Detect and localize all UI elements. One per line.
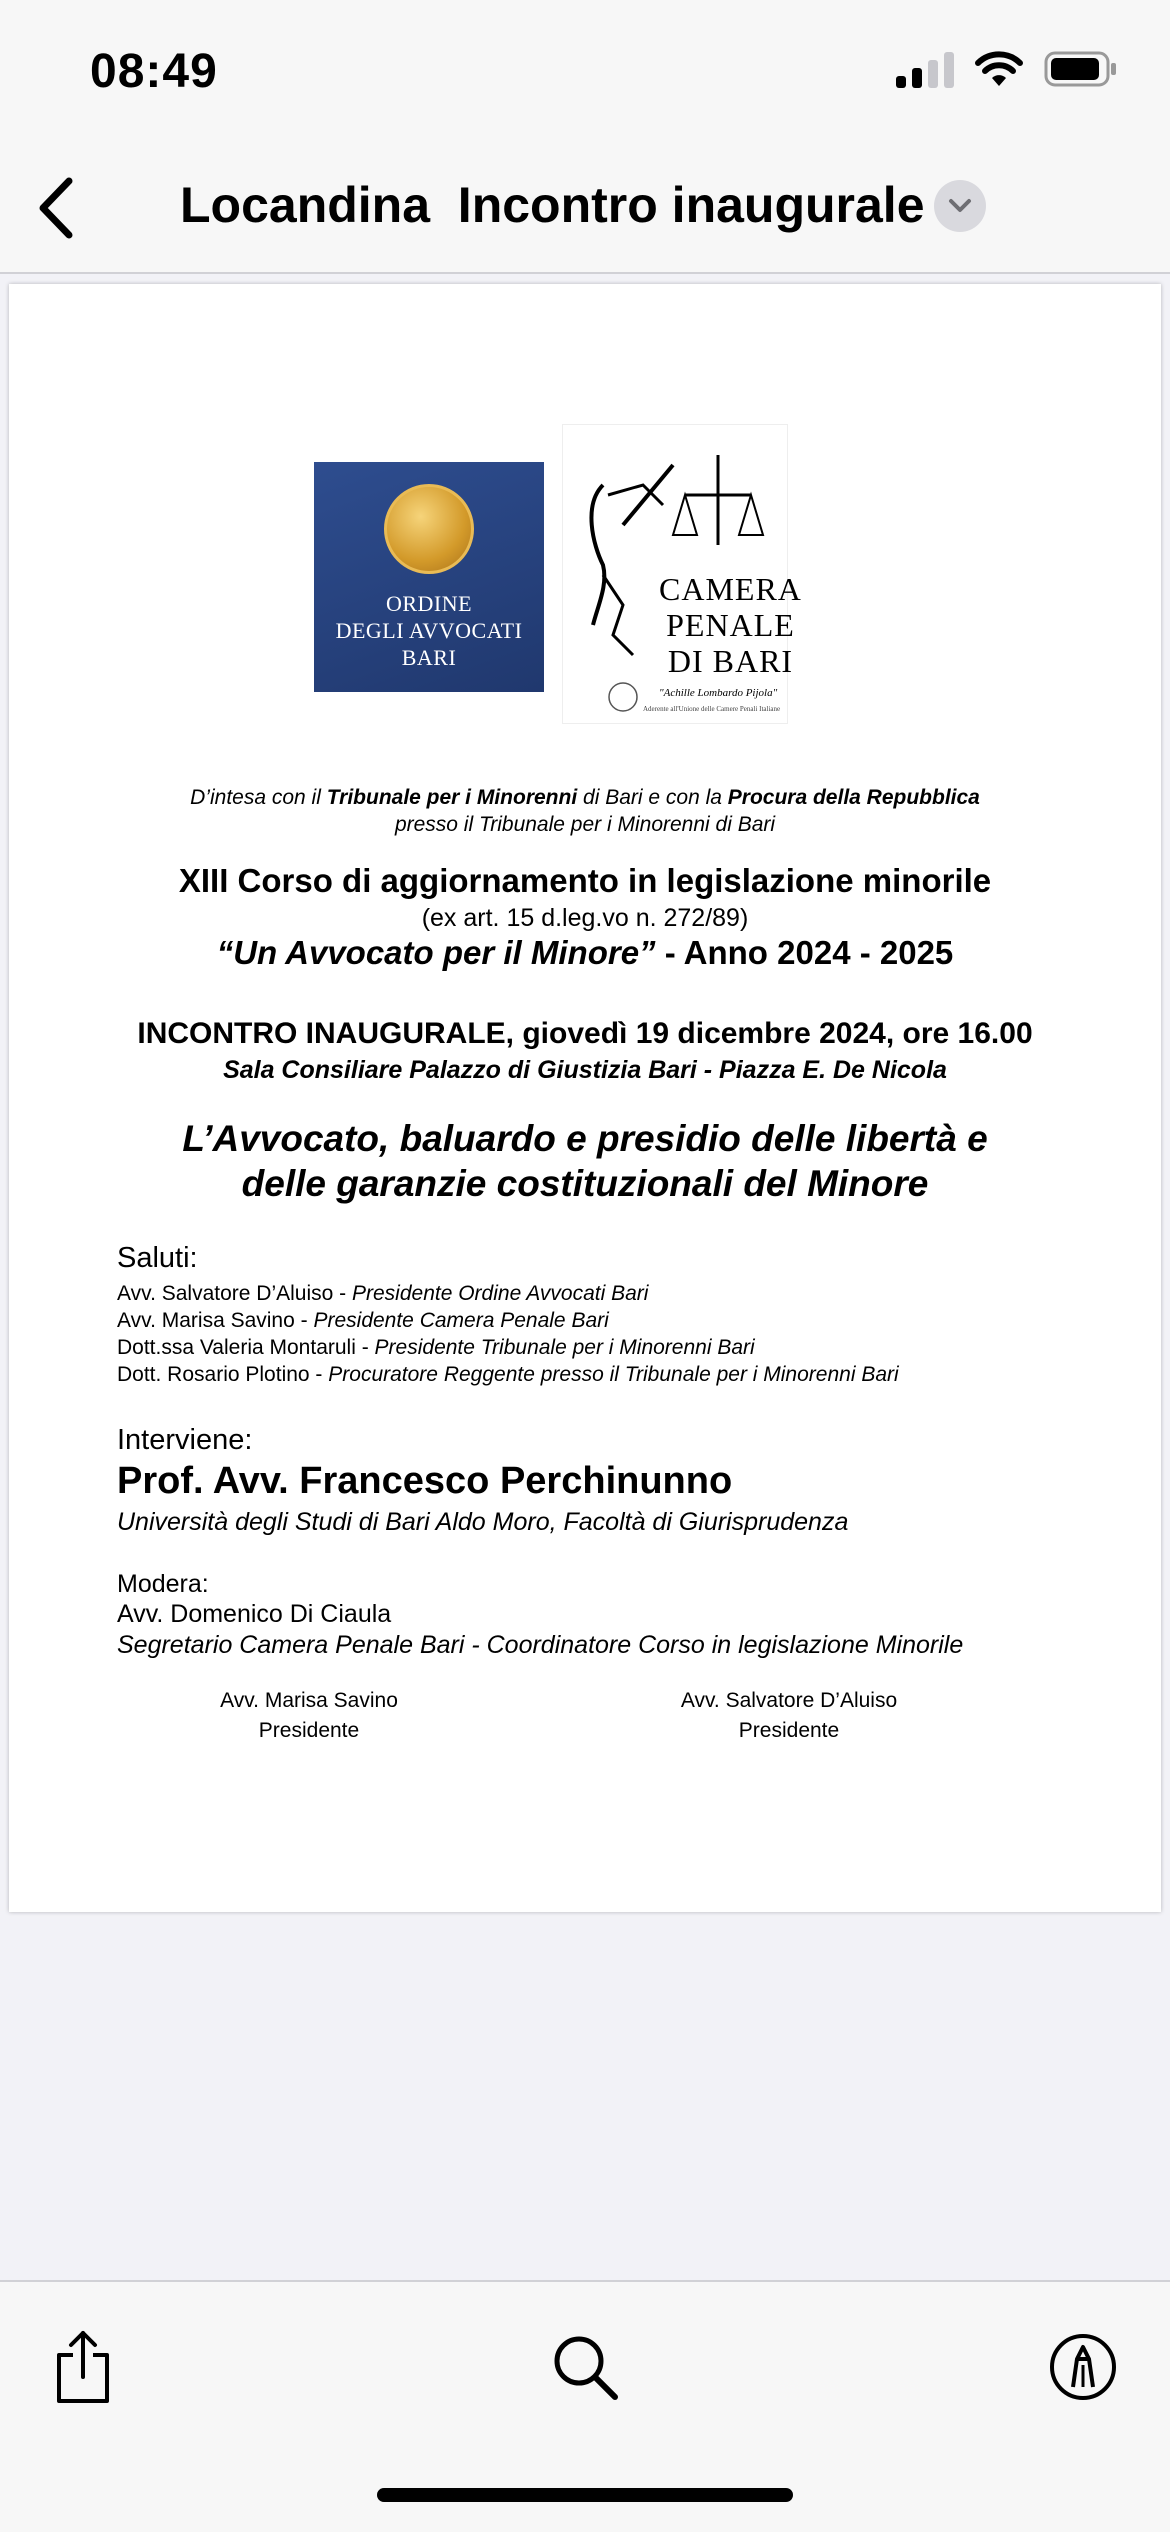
battery-icon [1044,50,1118,88]
legal-reference: (ex art. 15 d.leg.vo n. 272/89) [421,904,749,932]
logo-right-subtitle: "Achille Lombardo Pijola" [659,687,778,699]
ordine-avvocati-logo [314,462,544,692]
title-menu-button[interactable] [934,180,986,232]
logo-left-line2: DEGLI AVVOCATI [335,618,523,643]
event-title: L’Avvocato, baluardo e presidio delle libertà e delle garanzie costituzionali del Minore [182,1118,988,1204]
share-button[interactable] [38,2322,128,2412]
signature-left: Avv. Marisa Savino Presidente [220,1689,398,1742]
status-icons [896,50,1118,88]
logo-right-note: Aderente all'Unione delle Camere Penali Italiane [643,705,781,713]
moderator-name: Avv. Domenico Di Ciaula [117,1600,392,1628]
document-title[interactable]: Locandina Incontro inaugurale [180,177,925,233]
chevron-left-icon [35,177,75,239]
speaker-affiliation: Università degli Studi di Bari Aldo Moro, Facoltà di Giurisprudenza [117,1508,849,1536]
camera-penale-logo [562,424,802,724]
event-datetime: INCONTRO INAUGURALE, giovedì 19 dicembre 2024, ore 16.00 [137,1017,1033,1050]
home-indicator[interactable] [377,2488,793,2502]
document-page [9,284,1161,1912]
status-bar [0,0,1170,140]
logo-left-line1: ORDINE [385,591,473,616]
signature-right: Avv. Salvatore D’Aluiso Presidente [680,1689,898,1742]
event-location: Sala Consiliare Palazzo di Giustizia Bari - Piazza E. De Nicola [223,1056,947,1084]
logo-right-line1: CAMERA [659,571,802,607]
cellular-signal-icon [896,50,954,88]
list-item: Dott.ssa Valeria Montaruli - Presidente Tribunale per i Minorenni Bari [117,1336,755,1359]
list-item: Dott. Rosario Plotino - Procuratore Reggente presso il Tribunale per i Minorenni Bari [117,1363,899,1386]
share-icon [51,2329,115,2405]
wifi-icon [974,50,1024,88]
interviene-label: Interviene: [117,1424,253,1456]
logo-left-line3: BARI [401,645,457,670]
logo-right-line2: PENALE [666,607,795,643]
speaker-name: Prof. Avv. Francesco Perchinunno [117,1460,733,1502]
course-title: XIII Corso di aggiornamento in legislazione minorile [178,862,992,899]
moderator-role: Segretario Camera Penale Bari - Coordinatore Corso in legislazione Minorile [117,1631,964,1659]
list-item: Avv. Marisa Savino - Presidente Camera Penale Bari [117,1309,609,1332]
markup-button[interactable] [1038,2322,1128,2412]
status-time: 08:49 [90,45,218,98]
intesa-paragraph: D’intesa con il Tribunale per i Minorenni di Bari e con la Procura della Repubblica presso il Tribunale per i Minorenni di Bari [190,786,980,836]
chevron-down-icon [948,198,972,214]
logo-right-line3: DI BARI [667,643,794,679]
markup-pen-icon [1047,2331,1119,2403]
saluti-list [117,1280,899,1388]
list-item: Avv. Salvatore D’Aluiso - Presidente Ordine Avvocati Bari [117,1282,649,1305]
navigation-bar [0,140,1170,274]
search-icon [549,2331,621,2403]
search-button[interactable] [540,2322,630,2412]
course-subtitle: “Un Avvocato per il Minore” - Anno 2024 - 2025 [216,934,954,971]
gold-medal-emblem [384,484,474,574]
modera-label: Modera: [117,1570,209,1598]
saluti-label: Saluti: [117,1242,198,1274]
back-button[interactable] [20,170,90,246]
